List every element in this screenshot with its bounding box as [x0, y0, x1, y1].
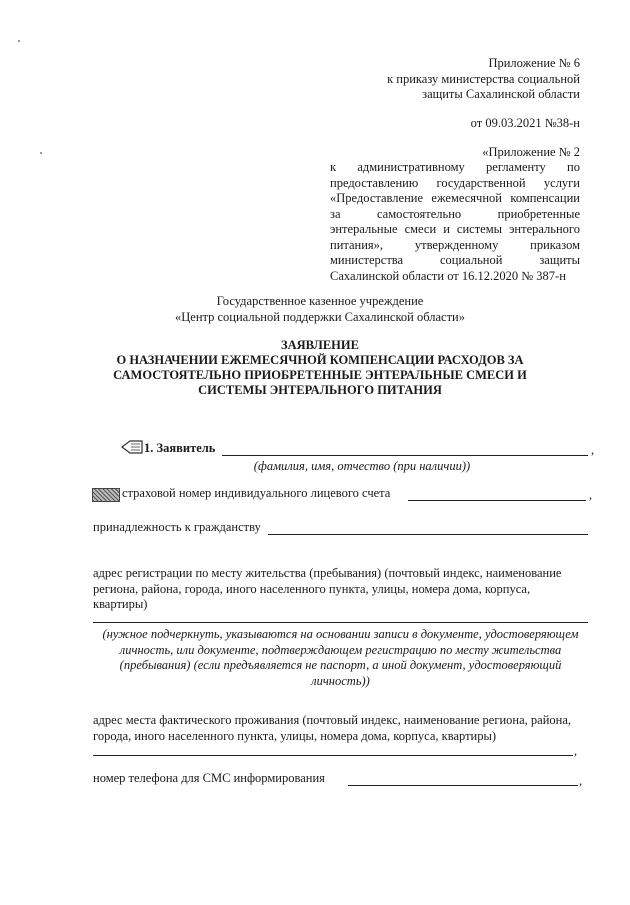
title-line2: О НАЗНАЧЕНИИ ЕЖЕМЕСЯЧНОЙ КОМПЕНСАЦИИ РАСХОДОВ ЗА — [116, 353, 524, 367]
reg-address-line: квартиры) — [93, 597, 148, 611]
scan-speck — [18, 40, 20, 42]
reg-address-line: региона, района, города, иного населенного пункта, улицы, номера дома, корпуса, — [93, 581, 531, 596]
document-title — [60, 338, 580, 398]
order-line1: к приказу министерства социальной — [387, 71, 580, 86]
snils-label: страховой номер индивидуального лицевого счета — [122, 486, 391, 500]
marker-arrow-icon — [120, 440, 144, 454]
reg-address-line: адрес регистрации по месту жительства (пребывания) (почтовый индекс, наименование — [93, 566, 562, 580]
regulation-line: за самостоятельно приобретенные — [330, 206, 580, 221]
reg-hint-line: (нужное подчеркнуть, указываются на основании записи в документе, удостоверяющем — [102, 627, 579, 641]
comma: , — [591, 443, 595, 457]
applicant-hint: (фамилия, имя, отчество (при наличии)) — [253, 459, 471, 473]
regulation-block — [330, 160, 580, 284]
fact-address-label — [93, 713, 593, 744]
reg-hint-line: личность, или документе, подтверждающем регистрацию по месту жительства — [119, 642, 562, 657]
order-line2: защиты Сахалинской области — [422, 87, 580, 101]
reg-hint-line: (пребывания) (если предъявляется не паспорт, а иной документ, удостоверяющий — [119, 658, 562, 672]
reg-hint-line: личность)) — [311, 673, 370, 688]
comma: , — [574, 744, 578, 758]
regulation-line: министерства социальной защиты — [330, 253, 580, 267]
applicant-label: 1. Заявитель — [144, 441, 216, 455]
applicant-name-field[interactable] — [222, 455, 588, 456]
title-line3: САМОСТОЯТЕЛЬНО ПРИОБРЕТЕННЫЕ ЭНТЕРАЛЬНЫЕ СМЕСИ И — [113, 368, 527, 382]
comma: , — [589, 488, 593, 502]
stamp-mark-icon — [92, 488, 120, 502]
citizenship-label: принадлежность к гражданству — [93, 520, 261, 534]
phone-label: номер телефона для СМС информирования — [93, 771, 325, 785]
reg-address-hint — [88, 627, 593, 689]
regulation-line: питания», утвержденному приказом — [330, 237, 580, 252]
snils-field[interactable] — [408, 500, 586, 501]
regulation-line: Сахалинской области от 16.12.2020 № 387-н — [330, 268, 566, 283]
order-date: от 09.03.2021 №38-н — [470, 116, 580, 130]
phone-field[interactable] — [348, 785, 578, 786]
title-line1: ЗАЯВЛЕНИЕ — [281, 338, 359, 352]
title-line4: СИСТЕМЫ ЭНТЕРАЛЬНОГО ПИТАНИЯ — [198, 383, 442, 397]
regulation-line: «Предоставление ежемесячной компенсации — [330, 191, 580, 205]
regulation-line: энтеральные смеси и системы энтерального — [330, 222, 580, 236]
appendix6-header — [330, 56, 580, 103]
fact-address-field[interactable] — [93, 755, 573, 756]
citizenship-field[interactable] — [268, 534, 588, 535]
institution-line1: Государственное казенное учреждение — [216, 294, 424, 308]
appendix6-title: Приложение № 6 — [488, 56, 580, 70]
fact-address-line: адрес места фактического проживания (почтовый индекс, наименование региона, района, — [93, 713, 572, 727]
appendix2-title: «Приложение № 2 — [482, 145, 580, 159]
reg-address-field[interactable] — [93, 622, 588, 623]
regulation-line: к административному регламенту по — [330, 160, 580, 174]
comma: , — [579, 774, 583, 788]
fact-address-line: города, иного населенного пункта, улицы, номера дома, корпуса, квартиры) — [93, 728, 497, 743]
scan-speck — [40, 152, 42, 154]
institution-block — [60, 294, 580, 325]
institution-line2: «Центр социальной поддержки Сахалинской области» — [175, 309, 465, 324]
regulation-line: предоставлению государственной услуги — [330, 175, 580, 190]
reg-address-label — [93, 566, 593, 613]
